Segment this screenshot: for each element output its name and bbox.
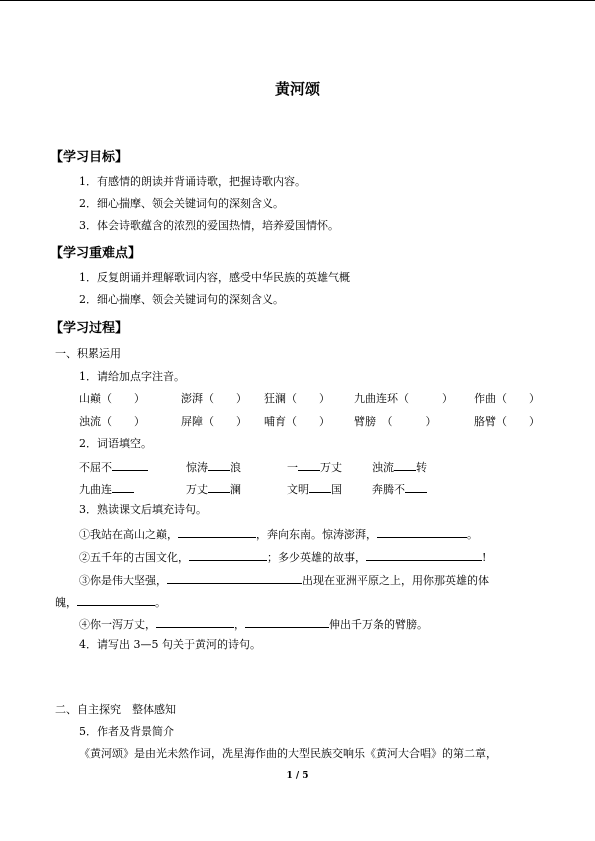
goal-item: 2．细心揣摩、领会关键词句的深刻含义。 (79, 197, 284, 210)
fill-blank[interactable] (112, 459, 148, 471)
goal-item: 1．有感情的朗读并背诵诗歌，把握诗歌内容。 (79, 175, 306, 188)
fill-blank[interactable] (112, 481, 134, 493)
pinyin-item: 臂膀 （ ） (354, 415, 437, 428)
fill-blank[interactable] (366, 549, 482, 561)
fill-blank[interactable] (208, 459, 230, 471)
pinyin-item: 胳臂（ ） (474, 415, 540, 428)
fill-blank[interactable] (245, 616, 329, 628)
word-fill-item: 惊涛 浪 (186, 461, 241, 474)
pinyin-item: 狂澜（ ） (264, 392, 330, 405)
word-fill-item: 九曲连 (79, 481, 134, 497)
section-heading-process: 【学习过程】 (50, 321, 129, 336)
fill-blank[interactable] (208, 481, 230, 493)
question-2: 2．词语填空。 (79, 437, 152, 450)
key-point-item: 1．反复朗诵并理解歌词内容，感受中华民族的英雄气概 (79, 271, 350, 284)
key-point-item: 2．细心揣摩、领会关键词句的深刻含义。 (79, 293, 284, 306)
top-rule (0, 0, 595, 1)
word-fill-item: 万丈 澜 (186, 483, 241, 496)
fill-blank[interactable] (377, 526, 467, 538)
fill-blank[interactable] (156, 616, 234, 628)
word-fill-item: 奔腾不 (372, 481, 427, 497)
fill-blank[interactable] (394, 459, 416, 471)
fill-blank[interactable] (167, 572, 302, 584)
pinyin-item: 九曲连环（ ） (354, 392, 453, 405)
pinyin-item: 澎湃（ ） (181, 392, 247, 405)
pinyin-item: 浊流（ ） (79, 415, 145, 428)
pinyin-item: 哺育（ ） (264, 415, 330, 428)
poem-fill-line: 魄， 。 (55, 596, 166, 609)
document-title: 黄河颂 (274, 80, 320, 98)
fill-blank[interactable] (77, 594, 155, 606)
pinyin-item: 屏障（ ） (181, 415, 247, 428)
poem-fill-line: ④你一泻万丈， ， 伸出千万条的臂膀。 (79, 618, 428, 631)
pinyin-item: 作曲（ ） (474, 392, 540, 405)
poem-fill-line: ②五千年的古国文化， ；多少英雄的故事， ! (79, 551, 487, 564)
fill-blank[interactable] (405, 481, 427, 493)
question-3: 3．熟读课文后填充诗句。 (79, 503, 207, 516)
poem-fill-line: ①我站在高山之巅， ，奔向东南。惊涛澎湃， 。 (79, 528, 478, 541)
section-heading-key-points: 【学习重难点】 (50, 246, 142, 261)
word-fill-item: 浊流 转 (372, 461, 427, 474)
part2-heading: 二、自主探究 整体感知 (55, 703, 176, 716)
page-number: 1 / 5 (286, 771, 309, 781)
word-fill-item: 文明 国 (287, 483, 342, 496)
fill-blank[interactable] (298, 459, 320, 471)
part1-heading: 一、积累运用 (55, 347, 121, 360)
pinyin-item: 山巅（ ） (79, 392, 145, 405)
question-4: 4．请写出 3—5 句关于黄河的诗句。 (79, 638, 261, 651)
section-heading-goals: 【学习目标】 (50, 150, 129, 165)
word-fill-item: 一 万丈 (287, 461, 342, 474)
question-1: 1．请给加点字注音。 (79, 370, 185, 383)
word-fill-item: 不屈不 (79, 459, 148, 475)
poem-fill-line: ③你是伟大坚强， 出现在亚洲平原之上，用你那英雄的体 (79, 574, 489, 587)
question-5: 5．作者及背景简介 (79, 725, 174, 738)
fill-blank[interactable] (178, 526, 256, 538)
goal-item: 3．体会诗歌蕴含的浓烈的爱国热情，培养爱国情怀。 (79, 219, 339, 232)
fill-blank[interactable] (189, 549, 267, 561)
fill-blank[interactable] (309, 481, 331, 493)
paragraph: 《黄河颂》是由光未然作词，冼星海作曲的大型民族交响乐《黄河大合唱》的第二章， (79, 747, 497, 760)
